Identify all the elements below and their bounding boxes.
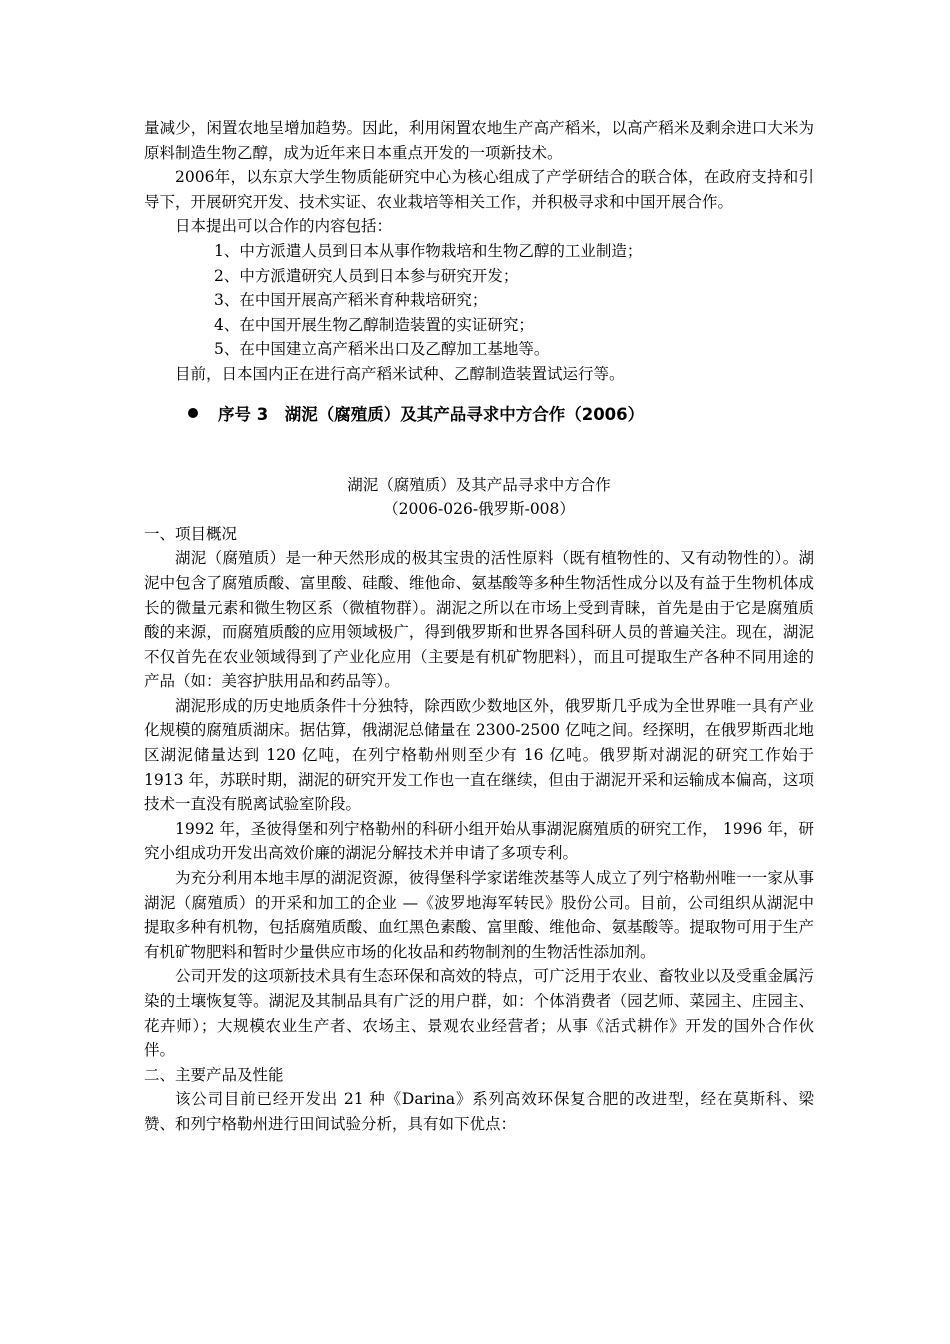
body-paragraph: 为充分利用本地丰厚的湖泥资源，彼得堡科学家诺维茨基等人成立了列宁格勒州唯一一家从事湖泥（腐殖质）的开采和加工的企业 —《波罗地海军转民》股份公司。目前，公司组织从湖泥中提取多种有机物，包括腐殖质酸、血红黑色素酸、富里酸、维他命、氨基酸等。提取物可用于生产有机矿物肥料和暂时少量供应市场的化妆品和药物制剂的生物活性添加剂。 — [144, 869, 814, 961]
section-heading — [144, 403, 814, 427]
list-item: 3、在中国开展高产稻米育种栽培研究； — [214, 291, 488, 310]
body-paragraph: 公司开发的这项新技术具有生态环保和高效的特点，可广泛用于农业、畜牧业以及受重金属污染的土壤恢复等。湖泥及其制品具有广泛的用户群，如：个体消费者（园艺师、菜园主、庄园主、花卉师）；大规模农业生产者、农场主、景观农业经营者；从事《活式耕作》开发的国外合作伙伴。 — [144, 967, 814, 1060]
document-body — [144, 116, 814, 1137]
list-item: 4、在中国开展生物乙醇制造装置的实证研究； — [214, 315, 534, 334]
section-2-title: 二、主要产品及性能 — [144, 1065, 284, 1084]
body-paragraph: 1992 年，圣彼得堡和列宁格勒州的科研小组开始从事湖泥腐殖质的研究工作， 1996 年，研究小组成功开发出高效价廉的湖泥分解技术并申请了多项专利。 — [144, 819, 814, 863]
project-code: （2006-026-俄罗斯-008） — [383, 500, 575, 519]
body-paragraph: 该公司目前已经开发出 21 种《Darina》系列高效环保复合肥的改进型，经在莫斯科、梁赞、和列宁格勒州进行田间试验分析，具有如下优点： — [144, 1090, 814, 1133]
status-paragraph: 目前，日本国内正在进行高产稻米试种、乙醇制造装置试运行等。 — [175, 364, 625, 383]
body-paragraph: 湖泥（腐殖质）是一种天然形成的极其宝贵的活性原料（既有植物性的、又有动物性的）。湖泥中包含了腐殖质酸、富里酸、硅酸、维他命、氨基酸等多种生物活性成分以及有益于生物机体成长的微量元素和微生物区系（微植物群）。湖泥之所以在市场上受到青睐，首先是由于它是腐殖质酸的来源，而腐殖质酸的应用领域极广，得到俄罗斯和世界各国科研人员的普遍关注。现在，湖泥不仅首先在农业领域得到了产业化应用（主要是有机矿物肥料），而且可提取生产各种不同用途的产品（如：美容护肤用品和药品等）。 — [144, 549, 814, 691]
list-item: 1、中方派遣人员到日本从事作物栽培和生物乙醇的工业制造； — [214, 241, 643, 260]
intro-paragraph: 量减少，闲置农地呈增加趋势。因此，利用闲置农地生产高产稻米，以高产稻米及剩余进口大米为原料制造生物乙醇，成为近年来日本重点开发的一项新技术。 — [144, 119, 814, 162]
bullet-icon — [188, 408, 198, 418]
body-paragraph: 湖泥形成的历史地质条件十分独特，除西欧少数地区外，俄罗斯几乎成为全世界唯一具有产业化规模的腐殖质湖床。据估算，俄湖泥总储量在 2300-2500 亿吨之间。经探明，在俄罗斯西北地区湖泥储量达到 120 亿吨，在列宁格勒州则至少有 16 亿吨。俄罗斯对湖泥的研究工作始于 1913 年，苏联时期，湖泥的研究开发工作也一直在继续，但由于湖泥开采和运输成本偏高，这项技术一直没有脱离试验室阶段。 — [144, 696, 814, 814]
intro-paragraph: 2006年，以东京大学生物质能研究中心为核心组成了产学研结合的联合体，在政府支持和引导下，开展研究开发、技术实证、农业栽培等相关工作，并积极寻求和中国开展合作。 — [144, 168, 814, 211]
project-title: 湖泥（腐殖质）及其产品寻求中方合作 — [347, 475, 611, 494]
section-1-title: 一、项目概况 — [144, 524, 238, 543]
list-item: 5、在中国建立高产稻米出口及乙醇加工基地等。 — [214, 340, 550, 359]
cooperation-intro: 日本提出可以合作的内容包括： — [175, 217, 393, 236]
cooperation-list — [144, 239, 814, 362]
section-heading-text: 序号 3 湖泥（腐殖质）及其产品寻求中方合作（2006） — [218, 404, 645, 424]
list-item: 2、中方派遣研究人员到日本参与研究开发； — [214, 266, 519, 285]
